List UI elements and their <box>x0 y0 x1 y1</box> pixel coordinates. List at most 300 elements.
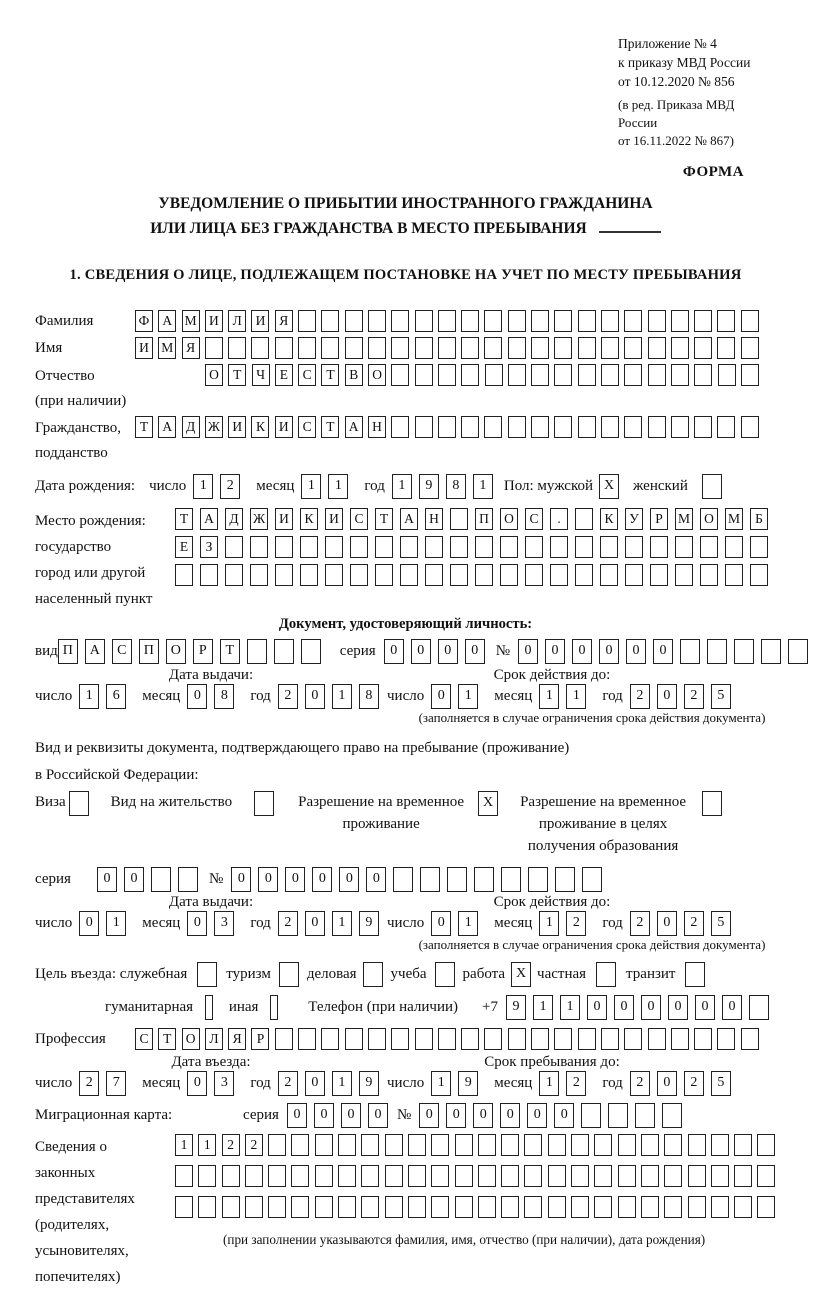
char-cell[interactable]: 0 <box>657 911 677 936</box>
char-cell[interactable] <box>741 364 759 386</box>
char-cell[interactable]: 0 <box>431 684 451 709</box>
char-cell[interactable] <box>508 310 526 332</box>
char-cell[interactable] <box>225 564 243 586</box>
char-cell[interactable]: 0 <box>722 995 742 1020</box>
char-cell[interactable] <box>582 867 602 892</box>
char-cell[interactable] <box>291 1196 309 1218</box>
birth-year-boxes[interactable] <box>392 474 500 499</box>
char-cell[interactable] <box>391 1028 409 1050</box>
char-cell[interactable]: У <box>625 508 643 530</box>
rep-row3-boxes[interactable] <box>175 1196 781 1218</box>
char-cell[interactable] <box>578 337 596 359</box>
char-cell[interactable]: 0 <box>187 911 207 936</box>
char-cell[interactable] <box>345 337 363 359</box>
char-cell[interactable] <box>391 416 409 438</box>
char-cell[interactable] <box>455 1196 473 1218</box>
char-cell[interactable]: Ч <box>252 364 270 386</box>
char-cell[interactable]: 2 <box>278 1071 298 1096</box>
doc-valid-month-boxes[interactable] <box>539 684 593 709</box>
char-cell[interactable] <box>420 867 440 892</box>
char-cell[interactable] <box>275 564 293 586</box>
char-cell[interactable]: 0 <box>695 995 715 1020</box>
char-cell[interactable] <box>600 564 618 586</box>
res-valid-day-boxes[interactable] <box>431 911 485 936</box>
char-cell[interactable] <box>531 364 549 386</box>
char-cell[interactable]: 1 <box>79 684 99 709</box>
char-cell[interactable] <box>361 1165 379 1187</box>
char-cell[interactable] <box>594 1196 612 1218</box>
char-cell[interactable]: З <box>200 536 218 558</box>
char-cell[interactable] <box>757 1196 775 1218</box>
char-cell[interactable] <box>601 1028 619 1050</box>
char-cell[interactable] <box>250 564 268 586</box>
char-cell[interactable] <box>301 639 321 664</box>
char-cell[interactable] <box>575 536 593 558</box>
char-cell[interactable] <box>508 1028 526 1050</box>
char-cell[interactable] <box>717 416 735 438</box>
res-issue-day-boxes[interactable] <box>79 911 133 936</box>
char-cell[interactable] <box>415 337 433 359</box>
char-cell[interactable]: Б <box>750 508 768 530</box>
purpose-humanitarian-checkbox[interactable] <box>205 995 213 1020</box>
mig-series-boxes[interactable] <box>287 1103 395 1128</box>
char-cell[interactable] <box>624 416 642 438</box>
char-cell[interactable] <box>393 867 413 892</box>
char-cell[interactable] <box>375 536 393 558</box>
char-cell[interactable]: Р <box>193 639 213 664</box>
char-cell[interactable] <box>228 337 246 359</box>
char-cell[interactable]: 2 <box>630 684 650 709</box>
char-cell[interactable] <box>717 310 735 332</box>
citizenship-boxes[interactable] <box>135 416 764 438</box>
patronymic-boxes[interactable] <box>205 364 764 386</box>
char-cell[interactable] <box>205 337 223 359</box>
char-cell[interactable] <box>749 995 769 1020</box>
char-cell[interactable] <box>707 639 727 664</box>
char-cell[interactable] <box>400 536 418 558</box>
char-cell[interactable] <box>688 1196 706 1218</box>
temp-residence-checkbox[interactable]: X <box>478 791 498 816</box>
char-cell[interactable] <box>300 564 318 586</box>
char-cell[interactable]: 5 <box>711 911 731 936</box>
char-cell[interactable] <box>548 1165 566 1187</box>
char-cell[interactable]: 1 <box>560 995 580 1020</box>
purpose-official-checkbox[interactable] <box>197 962 217 987</box>
char-cell[interactable] <box>650 536 668 558</box>
char-cell[interactable]: 0 <box>527 1103 547 1128</box>
char-cell[interactable] <box>175 564 193 586</box>
char-cell[interactable] <box>555 867 575 892</box>
char-cell[interactable] <box>734 1165 752 1187</box>
char-cell[interactable] <box>524 1196 542 1218</box>
char-cell[interactable]: И <box>251 310 269 332</box>
char-cell[interactable] <box>575 508 593 530</box>
char-cell[interactable] <box>450 508 468 530</box>
char-cell[interactable]: 0 <box>465 639 485 664</box>
char-cell[interactable]: Т <box>375 508 393 530</box>
char-cell[interactable] <box>455 1165 473 1187</box>
char-cell[interactable] <box>501 867 521 892</box>
char-cell[interactable] <box>571 1134 589 1156</box>
char-cell[interactable] <box>757 1165 775 1187</box>
char-cell[interactable] <box>391 310 409 332</box>
char-cell[interactable] <box>741 310 759 332</box>
char-cell[interactable]: С <box>135 1028 153 1050</box>
char-cell[interactable]: 0 <box>518 639 538 664</box>
char-cell[interactable] <box>438 337 456 359</box>
char-cell[interactable] <box>485 364 503 386</box>
char-cell[interactable] <box>461 337 479 359</box>
char-cell[interactable] <box>531 337 549 359</box>
char-cell[interactable] <box>531 1028 549 1050</box>
doc-valid-year-boxes[interactable] <box>630 684 738 709</box>
char-cell[interactable] <box>268 1134 286 1156</box>
char-cell[interactable]: 0 <box>587 995 607 1020</box>
char-cell[interactable]: А <box>345 416 363 438</box>
char-cell[interactable] <box>198 1165 216 1187</box>
char-cell[interactable] <box>250 536 268 558</box>
char-cell[interactable] <box>475 564 493 586</box>
char-cell[interactable] <box>688 1134 706 1156</box>
char-cell[interactable]: Ж <box>205 416 223 438</box>
char-cell[interactable] <box>408 1196 426 1218</box>
char-cell[interactable] <box>688 1165 706 1187</box>
char-cell[interactable] <box>594 1134 612 1156</box>
char-cell[interactable]: 0 <box>187 1071 207 1096</box>
char-cell[interactable] <box>664 1165 682 1187</box>
char-cell[interactable]: А <box>158 310 176 332</box>
char-cell[interactable] <box>548 1196 566 1218</box>
char-cell[interactable] <box>425 536 443 558</box>
char-cell[interactable] <box>671 1028 689 1050</box>
char-cell[interactable]: 0 <box>641 995 661 1020</box>
char-cell[interactable]: 1 <box>198 1134 216 1156</box>
char-cell[interactable]: 9 <box>506 995 526 1020</box>
temp-residence-edu-checkbox[interactable] <box>702 791 722 816</box>
doc-issue-month-boxes[interactable] <box>187 684 241 709</box>
char-cell[interactable]: Т <box>228 364 246 386</box>
char-cell[interactable] <box>325 536 343 558</box>
char-cell[interactable] <box>581 1103 601 1128</box>
char-cell[interactable] <box>618 1165 636 1187</box>
char-cell[interactable]: 0 <box>668 995 688 1020</box>
char-cell[interactable] <box>671 310 689 332</box>
char-cell[interactable] <box>501 1196 519 1218</box>
purpose-work-checkbox[interactable]: X <box>511 962 531 987</box>
char-cell[interactable]: О <box>166 639 186 664</box>
char-cell[interactable] <box>375 564 393 586</box>
char-cell[interactable] <box>350 564 368 586</box>
residence-permit-checkbox[interactable] <box>254 791 274 816</box>
char-cell[interactable]: 0 <box>554 1103 574 1128</box>
char-cell[interactable] <box>550 564 568 586</box>
char-cell[interactable] <box>361 1134 379 1156</box>
char-cell[interactable] <box>415 416 433 438</box>
char-cell[interactable]: М <box>182 310 200 332</box>
char-cell[interactable]: П <box>475 508 493 530</box>
char-cell[interactable] <box>528 867 548 892</box>
visa-checkbox[interactable] <box>69 791 89 816</box>
res-issue-month-boxes[interactable] <box>187 911 241 936</box>
char-cell[interactable]: 0 <box>657 684 677 709</box>
char-cell[interactable] <box>500 536 518 558</box>
char-cell[interactable] <box>788 639 808 664</box>
char-cell[interactable] <box>694 337 712 359</box>
char-cell[interactable] <box>717 1028 735 1050</box>
char-cell[interactable]: Т <box>158 1028 176 1050</box>
char-cell[interactable] <box>700 536 718 558</box>
char-cell[interactable] <box>664 1134 682 1156</box>
char-cell[interactable] <box>484 310 502 332</box>
char-cell[interactable] <box>385 1134 403 1156</box>
char-cell[interactable] <box>648 337 666 359</box>
char-cell[interactable] <box>694 364 712 386</box>
char-cell[interactable] <box>245 1196 263 1218</box>
char-cell[interactable] <box>548 1134 566 1156</box>
char-cell[interactable] <box>391 337 409 359</box>
char-cell[interactable] <box>741 1028 759 1050</box>
char-cell[interactable] <box>671 364 689 386</box>
stay-day-boxes[interactable] <box>431 1071 485 1096</box>
char-cell[interactable] <box>524 1134 542 1156</box>
char-cell[interactable]: 9 <box>359 1071 379 1096</box>
char-cell[interactable] <box>641 1165 659 1187</box>
char-cell[interactable]: И <box>228 416 246 438</box>
char-cell[interactable] <box>508 364 526 386</box>
res-series-boxes[interactable] <box>97 867 205 892</box>
char-cell[interactable] <box>601 364 619 386</box>
char-cell[interactable]: 1 <box>458 911 478 936</box>
char-cell[interactable] <box>415 1028 433 1050</box>
char-cell[interactable] <box>325 564 343 586</box>
char-cell[interactable]: 2 <box>278 684 298 709</box>
char-cell[interactable]: 1 <box>539 684 559 709</box>
char-cell[interactable]: И <box>275 508 293 530</box>
char-cell[interactable] <box>734 1134 752 1156</box>
char-cell[interactable] <box>275 337 293 359</box>
char-cell[interactable]: 0 <box>500 1103 520 1128</box>
char-cell[interactable] <box>578 364 596 386</box>
char-cell[interactable] <box>524 1165 542 1187</box>
char-cell[interactable]: Н <box>425 508 443 530</box>
char-cell[interactable] <box>750 564 768 586</box>
char-cell[interactable] <box>461 416 479 438</box>
char-cell[interactable]: Т <box>321 416 339 438</box>
doc-issue-year-boxes[interactable] <box>278 684 386 709</box>
char-cell[interactable]: Л <box>205 1028 223 1050</box>
char-cell[interactable] <box>625 564 643 586</box>
doc-valid-day-boxes[interactable] <box>431 684 485 709</box>
char-cell[interactable]: 1 <box>539 1071 559 1096</box>
profession-boxes[interactable] <box>135 1028 764 1050</box>
doc-kind-boxes[interactable] <box>58 639 328 664</box>
phone-boxes[interactable] <box>506 995 776 1020</box>
char-cell[interactable] <box>484 337 502 359</box>
char-cell[interactable] <box>391 364 409 386</box>
char-cell[interactable]: 2 <box>684 911 704 936</box>
char-cell[interactable] <box>554 337 572 359</box>
char-cell[interactable] <box>222 1196 240 1218</box>
char-cell[interactable] <box>641 1134 659 1156</box>
char-cell[interactable] <box>315 1196 333 1218</box>
char-cell[interactable] <box>321 1028 339 1050</box>
char-cell[interactable]: С <box>298 364 316 386</box>
char-cell[interactable] <box>694 416 712 438</box>
char-cell[interactable] <box>361 1196 379 1218</box>
char-cell[interactable]: 0 <box>653 639 673 664</box>
char-cell[interactable] <box>675 564 693 586</box>
char-cell[interactable]: Л <box>228 310 246 332</box>
char-cell[interactable]: 5 <box>711 684 731 709</box>
char-cell[interactable] <box>245 1165 263 1187</box>
char-cell[interactable] <box>525 564 543 586</box>
doc-issue-day-boxes[interactable] <box>79 684 133 709</box>
char-cell[interactable] <box>500 564 518 586</box>
char-cell[interactable] <box>425 564 443 586</box>
char-cell[interactable]: 0 <box>97 867 117 892</box>
surname-boxes[interactable] <box>135 310 764 332</box>
char-cell[interactable]: Е <box>275 364 293 386</box>
char-cell[interactable] <box>508 416 526 438</box>
char-cell[interactable]: 1 <box>332 1071 352 1096</box>
char-cell[interactable] <box>594 1165 612 1187</box>
char-cell[interactable] <box>151 867 171 892</box>
char-cell[interactable]: 0 <box>305 911 325 936</box>
char-cell[interactable]: 0 <box>305 684 325 709</box>
char-cell[interactable] <box>461 1028 479 1050</box>
char-cell[interactable]: 2 <box>630 1071 650 1096</box>
char-cell[interactable]: 1 <box>539 911 559 936</box>
entry-year-boxes[interactable] <box>278 1071 386 1096</box>
char-cell[interactable] <box>315 1134 333 1156</box>
char-cell[interactable] <box>571 1165 589 1187</box>
char-cell[interactable]: Я <box>228 1028 246 1050</box>
char-cell[interactable]: 1 <box>332 684 352 709</box>
res-number-boxes[interactable] <box>231 867 609 892</box>
birth-place-row1-boxes[interactable] <box>175 508 775 530</box>
char-cell[interactable]: М <box>158 337 176 359</box>
char-cell[interactable] <box>554 1028 572 1050</box>
char-cell[interactable] <box>694 310 712 332</box>
char-cell[interactable] <box>531 310 549 332</box>
sex-female-checkbox[interactable] <box>702 474 722 499</box>
doc-number-boxes[interactable] <box>518 639 815 664</box>
char-cell[interactable]: Т <box>135 416 153 438</box>
char-cell[interactable] <box>624 337 642 359</box>
char-cell[interactable]: Н <box>368 416 386 438</box>
char-cell[interactable]: 8 <box>359 684 379 709</box>
char-cell[interactable]: 5 <box>711 1071 731 1096</box>
char-cell[interactable]: О <box>182 1028 200 1050</box>
char-cell[interactable] <box>650 564 668 586</box>
char-cell[interactable] <box>350 536 368 558</box>
char-cell[interactable] <box>450 536 468 558</box>
char-cell[interactable] <box>711 1134 729 1156</box>
char-cell[interactable] <box>575 564 593 586</box>
entry-day-boxes[interactable] <box>79 1071 133 1096</box>
char-cell[interactable] <box>671 337 689 359</box>
rep-row1-boxes[interactable] <box>175 1134 781 1156</box>
char-cell[interactable] <box>450 564 468 586</box>
char-cell[interactable] <box>484 1028 502 1050</box>
char-cell[interactable]: 0 <box>187 684 207 709</box>
char-cell[interactable] <box>618 1196 636 1218</box>
char-cell[interactable] <box>601 310 619 332</box>
char-cell[interactable] <box>725 536 743 558</box>
char-cell[interactable] <box>664 1196 682 1218</box>
char-cell[interactable] <box>247 639 267 664</box>
char-cell[interactable]: Д <box>182 416 200 438</box>
char-cell[interactable]: 9 <box>458 1071 478 1096</box>
char-cell[interactable]: И <box>205 310 223 332</box>
char-cell[interactable]: 0 <box>312 867 332 892</box>
char-cell[interactable] <box>734 1196 752 1218</box>
char-cell[interactable] <box>601 337 619 359</box>
char-cell[interactable] <box>408 1165 426 1187</box>
char-cell[interactable]: С <box>525 508 543 530</box>
char-cell[interactable]: 0 <box>614 995 634 1020</box>
res-valid-year-boxes[interactable] <box>630 911 738 936</box>
entry-month-boxes[interactable] <box>187 1071 241 1096</box>
char-cell[interactable] <box>478 1165 496 1187</box>
char-cell[interactable] <box>671 416 689 438</box>
res-valid-month-boxes[interactable] <box>539 911 593 936</box>
char-cell[interactable] <box>478 1196 496 1218</box>
char-cell[interactable]: 1 <box>106 911 126 936</box>
char-cell[interactable] <box>385 1196 403 1218</box>
stay-month-boxes[interactable] <box>539 1071 593 1096</box>
char-cell[interactable] <box>408 1134 426 1156</box>
char-cell[interactable] <box>475 536 493 558</box>
char-cell[interactable] <box>338 1134 356 1156</box>
char-cell[interactable]: 2 <box>220 474 240 499</box>
char-cell[interactable]: 2 <box>684 1071 704 1096</box>
char-cell[interactable] <box>222 1165 240 1187</box>
char-cell[interactable] <box>608 1103 628 1128</box>
char-cell[interactable]: 6 <box>106 684 126 709</box>
char-cell[interactable]: Т <box>220 639 240 664</box>
char-cell[interactable] <box>662 1103 682 1128</box>
char-cell[interactable] <box>345 310 363 332</box>
char-cell[interactable] <box>648 310 666 332</box>
char-cell[interactable]: 2 <box>566 911 586 936</box>
char-cell[interactable]: 1 <box>566 684 586 709</box>
char-cell[interactable]: 2 <box>79 1071 99 1096</box>
char-cell[interactable]: 7 <box>106 1071 126 1096</box>
char-cell[interactable]: 0 <box>626 639 646 664</box>
char-cell[interactable]: И <box>325 508 343 530</box>
char-cell[interactable] <box>400 564 418 586</box>
char-cell[interactable] <box>508 337 526 359</box>
char-cell[interactable] <box>474 867 494 892</box>
char-cell[interactable]: К <box>251 416 269 438</box>
char-cell[interactable] <box>531 416 549 438</box>
char-cell[interactable] <box>175 1165 193 1187</box>
char-cell[interactable]: 1 <box>175 1134 193 1156</box>
char-cell[interactable] <box>601 416 619 438</box>
char-cell[interactable]: 0 <box>285 867 305 892</box>
char-cell[interactable]: 1 <box>193 474 213 499</box>
char-cell[interactable]: 0 <box>657 1071 677 1096</box>
char-cell[interactable]: 0 <box>305 1071 325 1096</box>
char-cell[interactable] <box>431 1196 449 1218</box>
char-cell[interactable] <box>578 416 596 438</box>
char-cell[interactable] <box>680 639 700 664</box>
char-cell[interactable]: 0 <box>124 867 144 892</box>
char-cell[interactable]: П <box>58 639 78 664</box>
char-cell[interactable]: 1 <box>473 474 493 499</box>
char-cell[interactable] <box>550 536 568 558</box>
